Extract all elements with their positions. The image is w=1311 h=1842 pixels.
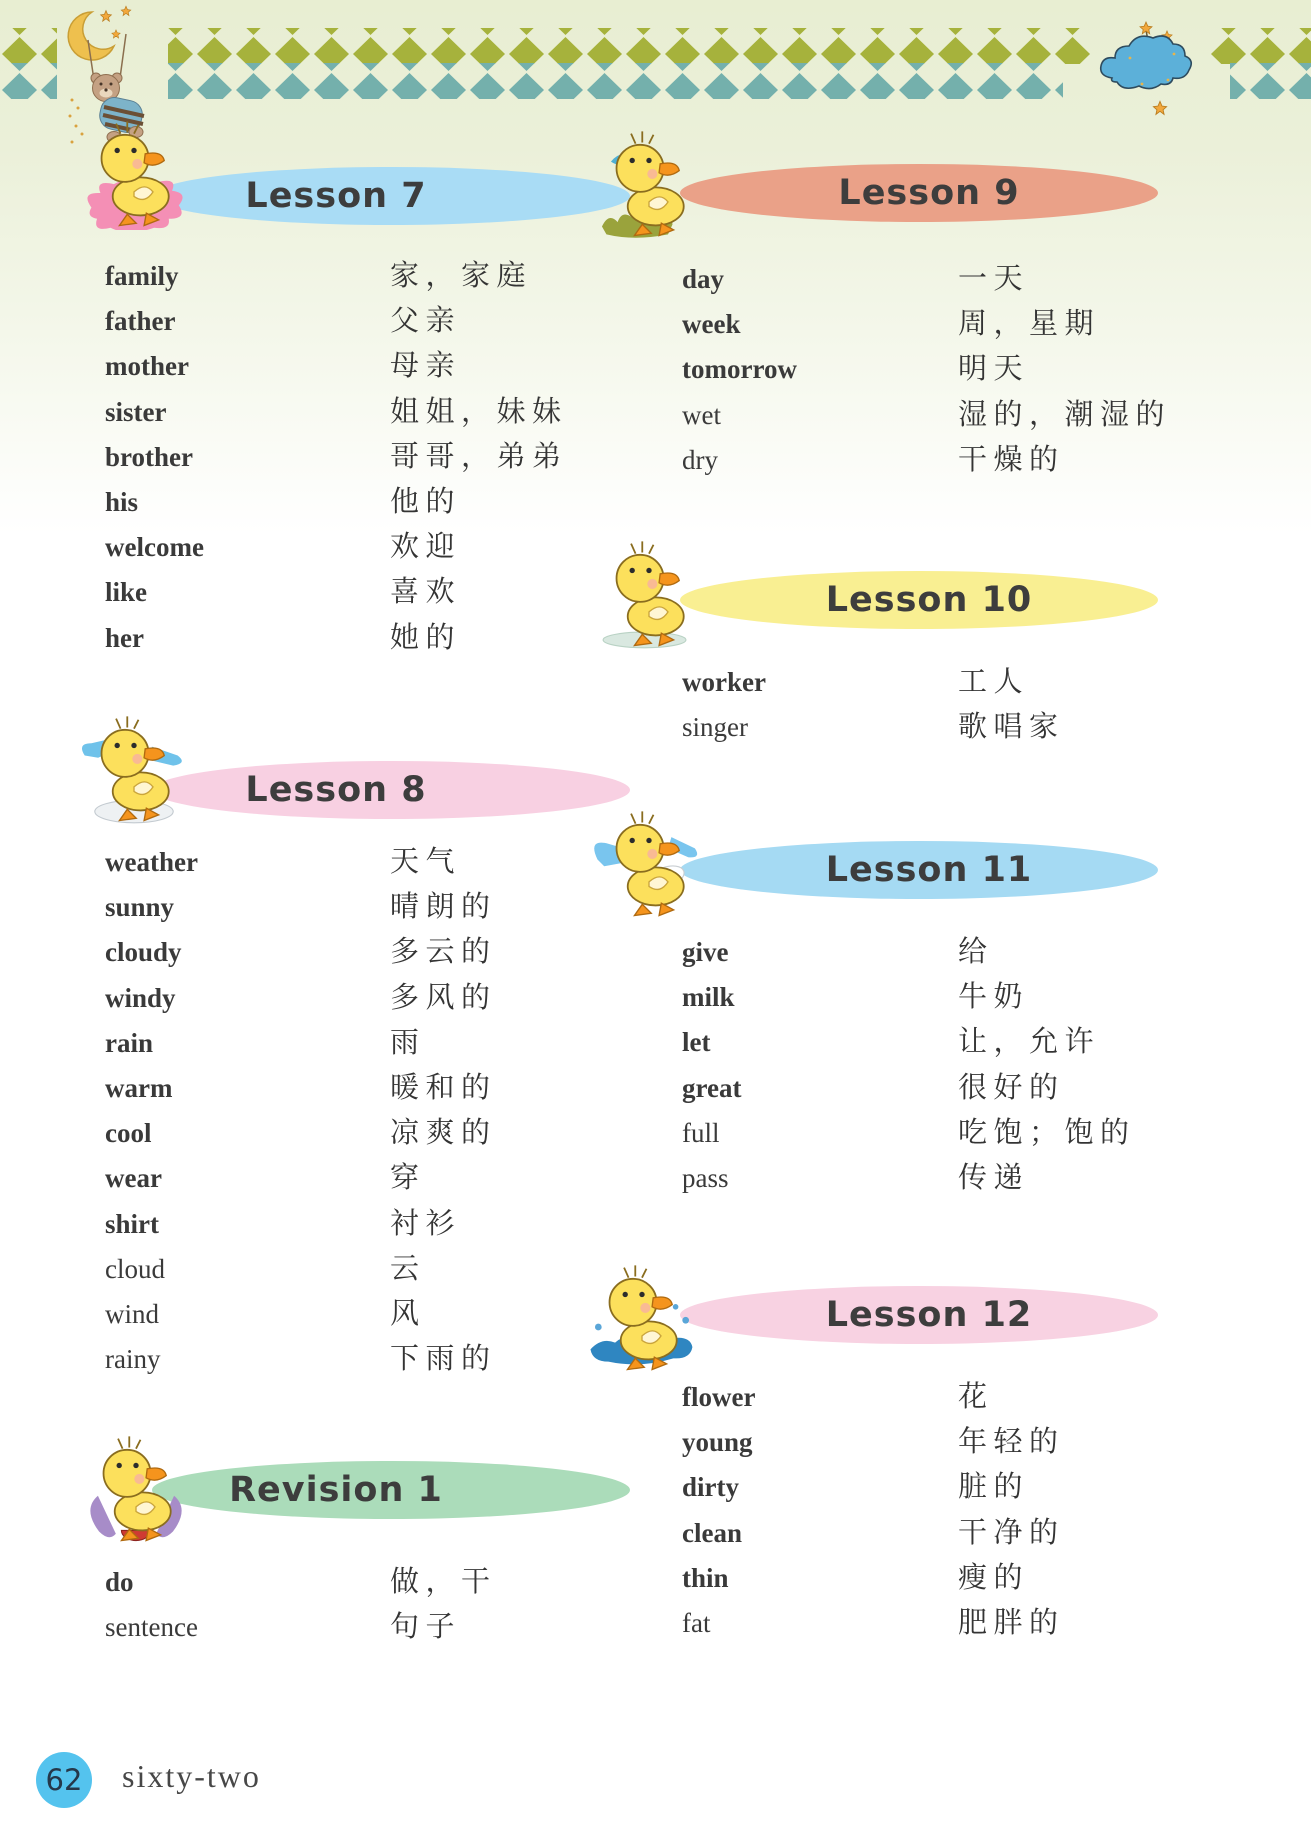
vocab-row (682, 1375, 1242, 1420)
vocab-meaning: 很好的 (958, 1071, 1065, 1104)
vocab-row (682, 930, 1242, 975)
duck-mascot-icon (80, 1433, 192, 1545)
vocab-word: sunny (105, 892, 175, 923)
vocab-word: clean (682, 1517, 742, 1548)
vocab-meaning: 凉爽的 (390, 1117, 497, 1150)
vocab-meaning: 做，干 (390, 1566, 497, 1598)
vocab-row (682, 1066, 1242, 1111)
vocab-meaning: 湿的，潮湿的 (958, 398, 1172, 431)
vocab-word: pass (682, 1162, 729, 1193)
vocab-meaning: 多云的 (390, 936, 497, 969)
lesson-title: Lesson 10 (825, 580, 1033, 620)
vocab-word: brother (105, 441, 193, 472)
vocab-list-lesson8 (105, 840, 665, 1382)
vocab-word: her (105, 622, 144, 653)
vocab-word: welcome (105, 532, 204, 563)
vocab-row (682, 1420, 1242, 1465)
vocab-list-lesson7 (105, 254, 665, 661)
vocab-row (105, 390, 665, 435)
vocab-row (682, 1601, 1242, 1646)
vocab-word: worker (682, 667, 766, 697)
duck-mascot-icon (78, 118, 190, 230)
vocab-row (105, 840, 665, 885)
vocab-word: weather (105, 847, 198, 877)
lesson-oval (152, 167, 630, 225)
vocab-word: flower (682, 1382, 756, 1412)
vocab-row (682, 1020, 1242, 1065)
vocab-meaning: 晴朗的 (390, 891, 497, 924)
vocab-row (105, 1605, 665, 1650)
page-number-word: sixty-two (122, 1758, 261, 1794)
lesson-title: Revision 1 (229, 1470, 443, 1510)
vocab-meaning: 母亲 (390, 350, 462, 383)
vocab-meaning: 句子 (390, 1611, 462, 1644)
vocab-meaning: 一天 (958, 263, 1030, 295)
vocab-meaning: 周，星期 (958, 308, 1101, 341)
vocab-meaning: 肥胖的 (958, 1606, 1065, 1639)
vocab-meaning: 姐姐，妹妹 (390, 395, 568, 428)
vocab-word: fat (682, 1607, 711, 1638)
vocab-row (105, 1247, 665, 1292)
vocab-word: give (682, 937, 729, 967)
vocab-word: dirty (682, 1472, 739, 1503)
vocab-meaning: 歌唱家 (958, 711, 1065, 744)
vocab-word: wind (105, 1298, 159, 1329)
vocab-word: tomorrow (682, 354, 797, 385)
vocab-list-lesson11 (682, 930, 1242, 1201)
vocab-word: sentence (105, 1612, 198, 1643)
vocab-meaning: 穿 (390, 1162, 426, 1195)
vocab-word: rain (105, 1027, 154, 1058)
vocab-meaning: 喜欢 (390, 576, 462, 609)
vocab-meaning: 明天 (958, 353, 1030, 386)
vocab-row (105, 1021, 665, 1066)
vocab-meaning: 哥哥，弟弟 (390, 440, 568, 473)
vocab-row (682, 660, 1242, 705)
vocab-row (682, 1111, 1242, 1156)
vocab-row (105, 1560, 665, 1605)
vocab-row (682, 438, 1242, 483)
duck-mascot-icon (593, 538, 705, 650)
vocab-word: full (682, 1117, 720, 1148)
vocab-row (682, 1511, 1242, 1556)
vocab-row (105, 1066, 665, 1111)
vocab-word: like (105, 577, 148, 608)
vocab-meaning: 她的 (390, 621, 462, 654)
vocab-word: sister (105, 396, 167, 427)
vocab-row (105, 480, 665, 525)
vocab-word: family (105, 261, 179, 291)
vocab-meaning: 传递 (958, 1161, 1030, 1194)
vocab-word: great (682, 1072, 742, 1103)
vocab-meaning: 牛奶 (958, 981, 1030, 1014)
vocab-meaning: 风 (390, 1297, 426, 1330)
vocab-row (105, 299, 665, 344)
vocab-row (105, 616, 665, 661)
vocab-row (682, 1156, 1242, 1201)
lesson-oval (680, 1286, 1158, 1344)
vocab-meaning: 瘦的 (958, 1561, 1030, 1594)
vocab-word: windy (105, 982, 176, 1013)
vocab-list-lesson12 (682, 1375, 1242, 1646)
vocab-meaning: 干净的 (958, 1516, 1065, 1549)
vocab-word: wear (105, 1163, 162, 1194)
vocab-word: his (105, 486, 139, 517)
vocab-word: let (682, 1027, 711, 1058)
vocab-word: singer (682, 712, 748, 743)
vocab-word: thin (682, 1562, 729, 1593)
vocab-row (682, 975, 1242, 1020)
vocab-row (682, 347, 1242, 392)
vocab-meaning: 给 (958, 936, 994, 968)
vocab-row (105, 885, 665, 930)
vocab-meaning: 天气 (390, 846, 462, 878)
vocab-list-lesson9 (682, 257, 1242, 483)
vocab-meaning: 工人 (958, 666, 1030, 698)
vocab-row (682, 393, 1242, 438)
vocab-row (105, 525, 665, 570)
lesson-oval (680, 164, 1158, 222)
page-number-badge (36, 1752, 92, 1808)
vocab-word: week (682, 309, 741, 340)
vocab-meaning: 年轻的 (958, 1426, 1065, 1459)
duck-mascot-icon (586, 1262, 698, 1374)
lesson-oval (680, 841, 1158, 899)
vocab-row (105, 570, 665, 615)
page-number: 62 (45, 1763, 83, 1797)
vocab-meaning: 下雨的 (390, 1343, 497, 1376)
vocab-word: mother (105, 351, 189, 382)
vocab-word: shirt (105, 1208, 159, 1239)
vocab-word: rainy (105, 1344, 161, 1375)
vocab-list-revision1 (105, 1560, 665, 1650)
vocab-meaning: 干燥的 (958, 443, 1065, 476)
duck-mascot-icon (593, 808, 705, 920)
lesson-title: Lesson 11 (825, 850, 1033, 890)
vocab-list-lesson10 (682, 660, 1242, 750)
lesson-title: Lesson 8 (245, 770, 427, 810)
vocab-word: cool (105, 1118, 152, 1149)
vocab-meaning: 雨 (390, 1026, 426, 1059)
vocab-row (105, 1111, 665, 1156)
lesson-title: Lesson 12 (825, 1295, 1033, 1335)
vocab-meaning: 他的 (390, 485, 462, 518)
vocab-row (682, 302, 1242, 347)
vocab-word: father (105, 306, 176, 337)
vocab-row (105, 344, 665, 389)
vocab-row (682, 257, 1242, 302)
vocab-word: milk (682, 982, 735, 1013)
vocab-meaning: 家，家庭 (390, 260, 533, 292)
vocab-row (105, 1202, 665, 1247)
lesson-oval (152, 761, 630, 819)
vocab-row (682, 1465, 1242, 1510)
vocab-meaning: 云 (390, 1252, 426, 1285)
vocab-meaning: 吃饱；饱的 (958, 1116, 1136, 1149)
vocab-word: warm (105, 1072, 173, 1103)
vocab-word: do (105, 1567, 134, 1597)
lesson-title: Lesson 7 (245, 176, 427, 216)
vocab-row (105, 1292, 665, 1337)
vocab-row (105, 435, 665, 480)
vocab-row (105, 1337, 665, 1382)
vocab-row (105, 254, 665, 299)
vocab-word: dry (682, 444, 718, 475)
vocab-meaning: 脏的 (958, 1471, 1030, 1504)
vocab-meaning: 让，允许 (958, 1026, 1101, 1059)
vocab-row (105, 930, 665, 975)
vocab-row (105, 976, 665, 1021)
lesson-oval (680, 571, 1158, 629)
vocab-meaning: 父亲 (390, 305, 462, 338)
vocab-meaning: 花 (958, 1381, 994, 1413)
vocab-row (682, 1556, 1242, 1601)
vocab-meaning: 欢迎 (390, 531, 462, 564)
duck-mascot-icon (78, 713, 190, 825)
duck-mascot-icon (593, 128, 705, 240)
vocab-row (105, 1156, 665, 1201)
cloud-stars-icon (1090, 18, 1210, 118)
vocab-row (682, 705, 1242, 750)
vocab-word: young (682, 1427, 753, 1458)
vocab-meaning: 衬衫 (390, 1207, 462, 1240)
vocab-meaning: 暖和的 (390, 1071, 497, 1104)
lesson-title: Lesson 9 (838, 173, 1020, 213)
vocab-word: cloudy (105, 937, 182, 968)
vocab-meaning: 多风的 (390, 981, 497, 1014)
vocab-word: day (682, 264, 725, 294)
vocab-word: cloud (105, 1253, 165, 1284)
lesson-oval (152, 1461, 630, 1519)
vocab-word: wet (682, 399, 721, 430)
